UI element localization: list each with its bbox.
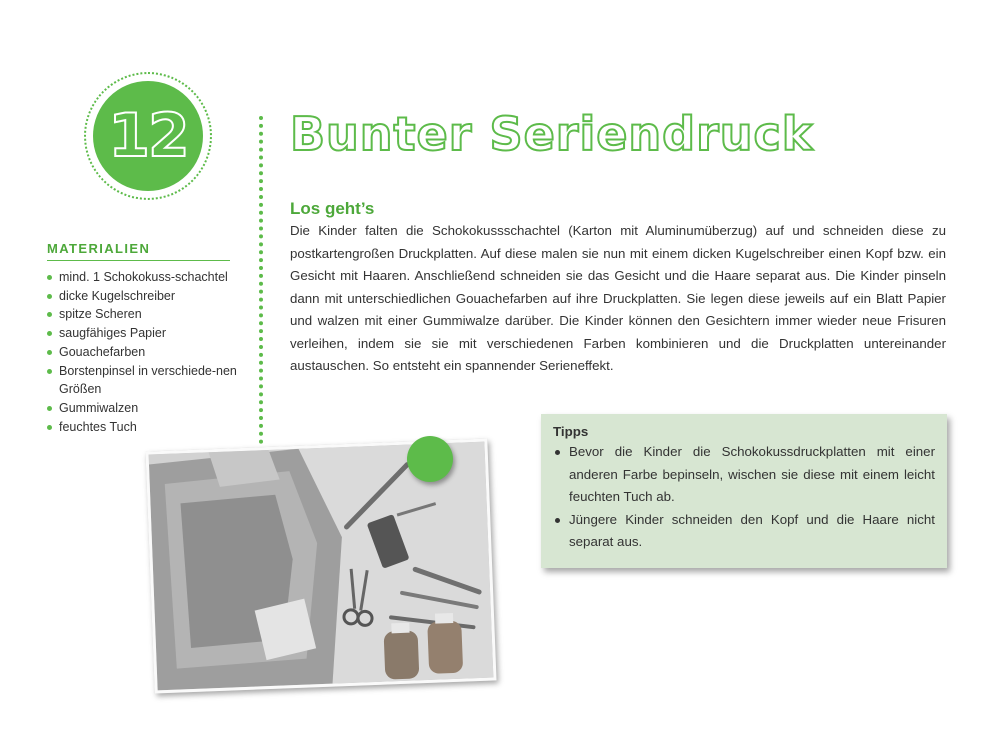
materials-item-text: spitze Scheren [59, 307, 142, 322]
dotted-divider [259, 116, 263, 452]
materials-item [47, 324, 237, 343]
materials-item [47, 268, 237, 287]
materials-item-text: saugfähiges Papier [59, 326, 167, 341]
photo-pin-dot [407, 436, 453, 482]
tips-item-text: Jüngere Kinder schneiden den Kopf und die Haare nicht separat aus. [569, 511, 935, 549]
materials-item-text: dicke Kugelschreiber [59, 288, 176, 303]
materials-item [47, 287, 237, 306]
instructions-text: Die Kinder falten die Schokokussschachtel (Karton mit Aluminumüberzug) auf und schneiden diese zu postkartengroßen Druckplatten. Auf diese malen sie nun mit einem dicken Kugelschreiber einen Kopf bzw. ein Gesicht mit Haaren. Anschließend schneiden sie das Gesicht und die Haare separat aus. Die Kinder pinseln dann mit unterschiedlichen Gouachefarben auf ihre Druckplatten. Sie legen diese jeweils auf ein Blatt Papier und walzen mit einer Gummiwalze darüber. Die Kinder können den Gesichtern immer wieder neue Frisuren verleihen, indem sie sie mit verschiedenen Farben kombinieren und die Druckplatten untereinander austauschen. So entsteht ein spannender Serieneffekt. [290, 223, 946, 373]
materials-item [47, 399, 237, 418]
chapter-number-badge [93, 81, 203, 191]
tips-item [553, 441, 935, 509]
materials-item [47, 418, 237, 437]
materials-item-text: Gouachefarben [59, 344, 146, 359]
tips-list [553, 441, 935, 554]
materials-item-text: feuchtes Tuch [59, 419, 137, 434]
tips-box [541, 414, 947, 568]
tips-item [553, 509, 935, 554]
materials-item [47, 362, 237, 399]
materials-item [47, 343, 237, 362]
chapter-number: 12 [108, 101, 188, 171]
tips-heading: Tipps [553, 424, 589, 439]
materials-heading: MATERIALIEN [47, 241, 230, 261]
materials-item-text: mind. 1 Schokokuss-schachtel [59, 270, 228, 284]
materials-item [47, 305, 237, 324]
materials-photo-illustration [149, 442, 494, 691]
materials-item-text: Gummiwalzen [59, 400, 139, 415]
materials-item-text: Borstenpinsel in verschiede-nen Größen [59, 363, 237, 397]
page-title: Bunter Seriendruck [290, 107, 814, 161]
materials-list [47, 268, 237, 436]
section-heading: Los geht’s [290, 199, 375, 218]
tips-item-text: Bevor die Kinder die Schokokussdruckplatten mit einer anderen Farbe bepinseln, wischen sie diese mit einem leicht feuchten Tuch ab. [569, 444, 935, 504]
